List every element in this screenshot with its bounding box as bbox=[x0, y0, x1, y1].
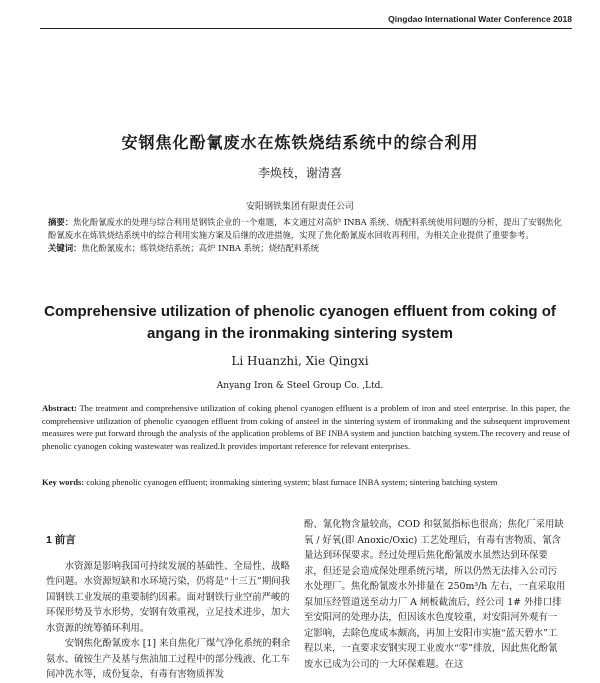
section-heading: 1 前言 bbox=[46, 534, 76, 546]
body-paragraph: 安钢焦化酚氰废水 [1] 来自焦化厂煤气净化系统的剩余氨水、硫铵生产及基与焦油加工过程中的部分残液、化工车间冲洗水等，成份复杂，有毒有害物质挥发 bbox=[46, 638, 291, 680]
chinese-affiliation: 安阳钢铁集团有限责任公司 bbox=[245, 202, 354, 212]
english-keywords-label: Key words: bbox=[42, 477, 85, 487]
chinese-keywords-text: 焦化酚氰废水；炼铁烧结系统；高炉 INBA 系统；烧结配料系统 bbox=[81, 243, 320, 253]
right-column bbox=[304, 517, 566, 672]
chinese-keywords-label: 关键词： bbox=[48, 243, 82, 253]
english-title: Comprehensive utilization of phenolic cyanogen effluent from coking of angang in the ironmaking sintering system bbox=[44, 303, 556, 342]
english-authors: Li Huanzhi, Xie Qingxi bbox=[231, 354, 369, 368]
english-keywords bbox=[42, 476, 570, 489]
chinese-abstract-text: 焦化酚氰废水的处理与综合利用是钢铁企业的一个难题，本文通过对高炉 INBA 系统、烧配料系统使用问题的分析，提出了安钢焦化酚氰废水在炼铁烧结系统中的综合利用实施方案及后继的改进措施，实现了焦化酚氰废水回收再利用，为相关企业提供了重要参考。 bbox=[48, 217, 562, 240]
english-keywords-text: coking phenolic cyanogen effluent; ironmaking sintering system; blast furnace INBA system; sintering batching system bbox=[86, 477, 498, 487]
english-affiliation: Anyang Iron & Steel Group Co. ,Ltd. bbox=[216, 381, 384, 391]
chinese-abstract-block bbox=[48, 216, 563, 255]
chinese-abstract-label: 摘要： bbox=[48, 217, 74, 227]
header-rule bbox=[40, 28, 572, 29]
body-paragraph: 水资源是影响我国可持续发展的基础性、全局性、战略性问题。水资源短缺和水环境污染，仍将是“十三五”期间我国钢铁工业发展的重要制约因素。面对钢铁行业空前严峻的环保形势及节水形势，安钢有效重视，立足技术进步，加大水资源的统筹循环利用。 bbox=[46, 560, 290, 634]
english-abstract-text: The treatment and comprehensive utilization of coking phenol cyanogen effluent is a problem of iron and steel enterprise. In this paper, the comprehensive utilization of phenolic cyanogen effluent from coking of ansteel in the sintering system of ironmaking and the subsequent improvement measures were put forward through the analysis of the application problems of BF INBA system and junction batching system.The recovery and reuse of phenolic cyanogen coking wastewater was realized.It provides important reference for relevant enterprises. bbox=[42, 403, 570, 451]
body-paragraph: 酚、氰化物含量较高，COD 和氨氮指标也很高；焦化厂采用缺氧 / 好氧(即 Anoxic/Oxic) 工艺处理后，有毒有害物质、氰含量达到环保要求。经过处理后焦化酚氰废水虽然达到环保要求，但还是会造成保处理系统污堵，所以仍然无法排入公司污水处理厂。焦化酚氰废水外排量在 250m³/h 左右，一直采取用泵加压经管道送至动力厂 A 闸板截流后，经公司 1# 外排口排至安阳河的处理办法，但因该水色度较重，对安阳河外观有一定影响，去除色度成本颇高，再加上安阳市实施“蓝天碧水”工程以来，一直要求安钢实现工业废水“零”排放，因此焦化酚氰废水已成为公司的一大环保难题。在这 bbox=[304, 519, 566, 670]
left-column bbox=[46, 533, 296, 683]
chinese-title: 安钢焦化酚氰废水在炼铁烧结系统中的综合利用 bbox=[121, 133, 479, 152]
chinese-keywords bbox=[48, 242, 563, 255]
chinese-abstract bbox=[48, 216, 563, 242]
chinese-authors: 李焕枝，谢清喜 bbox=[257, 166, 342, 180]
english-abstract bbox=[42, 402, 570, 452]
english-abstract-label: Abstract: bbox=[42, 403, 77, 413]
running-head: Qingdao International Water Conference 2018 bbox=[388, 14, 572, 24]
